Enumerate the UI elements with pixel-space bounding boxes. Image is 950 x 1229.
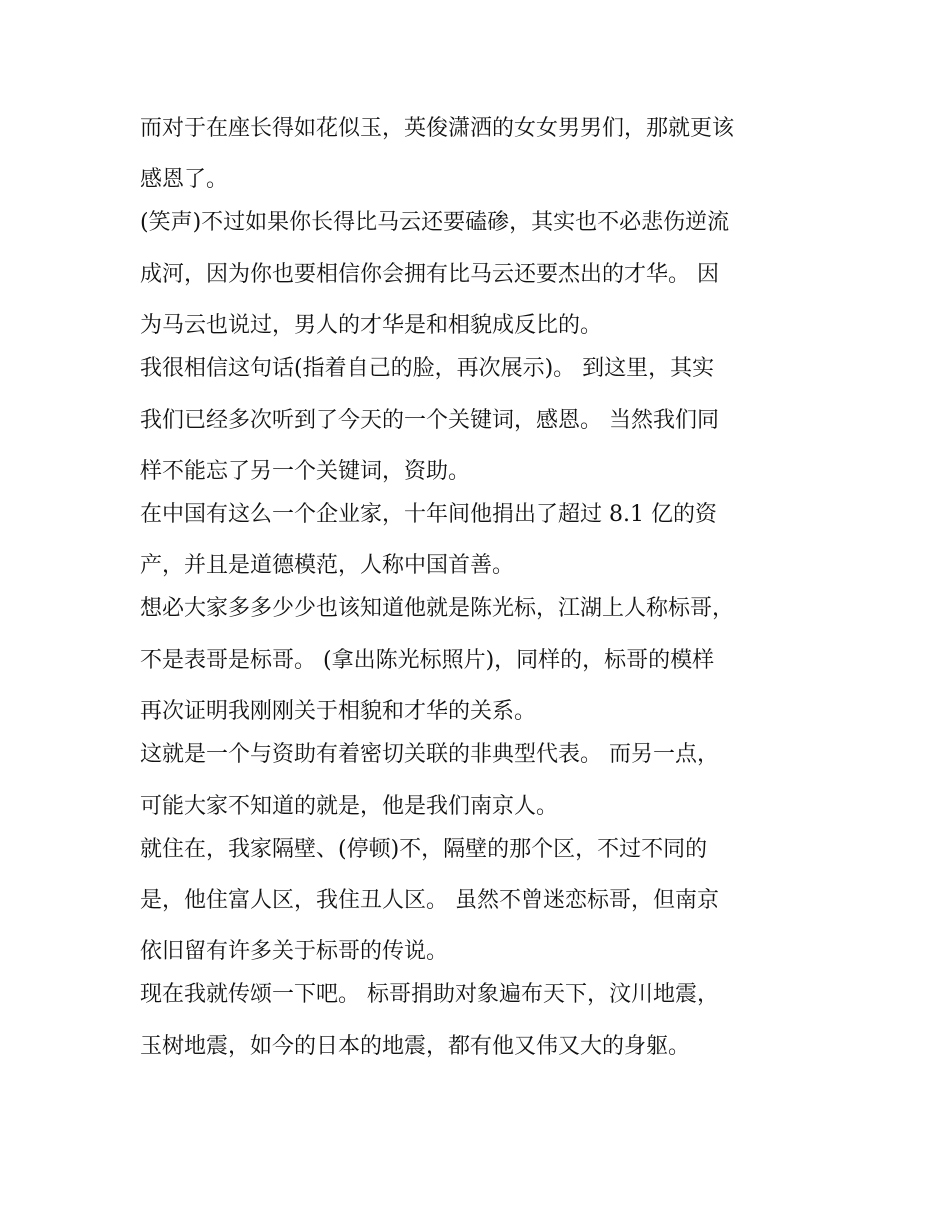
text-line: 依旧留有许多关于标哥的传说。 (140, 939, 449, 965)
text-line: 我很相信这句话(指着自己的脸，再次展示)。 到这里，其实 (140, 356, 715, 382)
text-line: 可能大家不知道的就是，他是我们南京人。 (140, 793, 559, 819)
text-line: (笑声)不过如果你长得比马云还要磕碜，其实也不必悲伤逆流 (140, 210, 730, 236)
body-text (140, 109, 820, 1078)
text-line: 想必大家多多少少也该知道他就是陈光标，江湖上人称标哥， (140, 596, 735, 622)
text-line: 样不能忘了另一个关键词，资助。 (140, 458, 471, 484)
text-line: 我们已经多次听到了今天的一个关键词，感恩。 当然我们同 (140, 407, 719, 433)
text-line: 不是表哥是标哥。 (拿出陈光标照片)，同样的，标哥的模样 (140, 647, 715, 673)
text-line: 为马云也说过，男人的才华是和相貌成反比的。 (140, 313, 603, 339)
text-line: 产，并且是道德模范，人称中国首善。 (140, 553, 515, 579)
text-line: 再次证明我刚刚关于相貌和才华的关系。 (140, 699, 537, 725)
text-line: 就住在，我家隔壁、(停顿)不，隔壁的那个区，不过不同的 (140, 836, 708, 862)
text-line: 这就是一个与资助有着密切关联的非典型代表。 而另一点， (140, 742, 719, 768)
text-line: 是，他住富人区，我住丑人区。 虽然不曾迷恋标哥，但南京 (140, 887, 719, 913)
text-line: 成河，因为你也要相信你会拥有比马云还要杰出的才华。 因 (140, 261, 719, 287)
text-line: 在中国有这么一个企业家，十年间他捐出了超过 8.1 亿的资 (140, 501, 717, 527)
text-line: 而对于在座长得如花似玉，英俊潇洒的女女男男们，那就更该 (140, 116, 735, 141)
text-line: 玉树地震，如今的日本的地震，都有他又伟又大的身躯。 (140, 1033, 691, 1059)
text-line: 现在我就传颂一下吧。 标哥捐助对象遍布天下，汶川地震， (140, 982, 719, 1008)
text-line: 感恩了。 (140, 167, 229, 193)
